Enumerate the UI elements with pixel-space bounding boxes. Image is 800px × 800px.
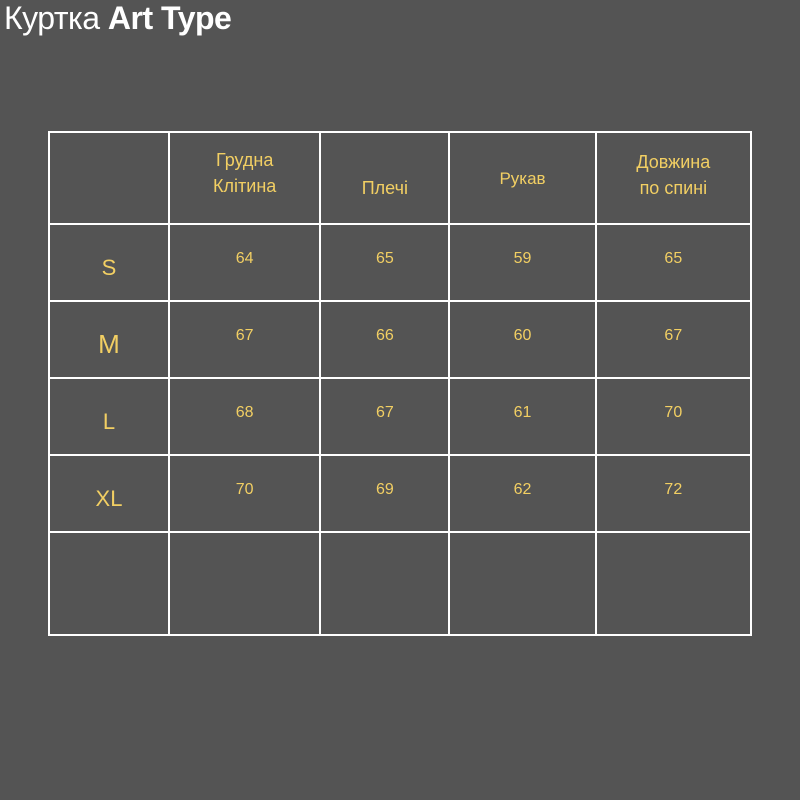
empty-cell [596,532,751,635]
size-label: S [49,224,169,301]
value-cell: 66 [320,301,449,378]
empty-cell [49,532,169,635]
table-row [49,455,751,532]
table-row [49,378,751,455]
value-cell: 64 [169,224,320,301]
table-row [49,224,751,301]
empty-row [49,532,751,635]
table-header-row [49,132,751,224]
empty-cell [169,532,320,635]
value-cell: 68 [169,378,320,455]
value-cell: 60 [449,301,595,378]
title-prefix: Куртка [4,0,100,36]
size-label: M [49,301,169,378]
page-title [4,0,231,38]
table-row [49,301,751,378]
value-cell: 72 [596,455,751,532]
empty-cell [449,532,595,635]
header-chest: Грудна Клітина [169,132,320,224]
value-cell: 69 [320,455,449,532]
size-chart-table [48,131,752,636]
value-cell: 61 [449,378,595,455]
header-corner-cell [49,132,169,224]
value-cell: 62 [449,455,595,532]
value-cell: 65 [320,224,449,301]
header-shoulders: Плечі [320,132,449,224]
value-cell: 67 [320,378,449,455]
value-cell: 70 [169,455,320,532]
size-label: L [49,378,169,455]
value-cell: 65 [596,224,751,301]
header-sleeve: Рукав [449,132,595,224]
header-back-length: Довжина по спині [596,132,751,224]
size-label: XL [49,455,169,532]
value-cell: 70 [596,378,751,455]
title-brand: Art Type [107,0,232,36]
value-cell: 67 [596,301,751,378]
empty-cell [320,532,449,635]
value-cell: 67 [169,301,320,378]
value-cell: 59 [449,224,595,301]
